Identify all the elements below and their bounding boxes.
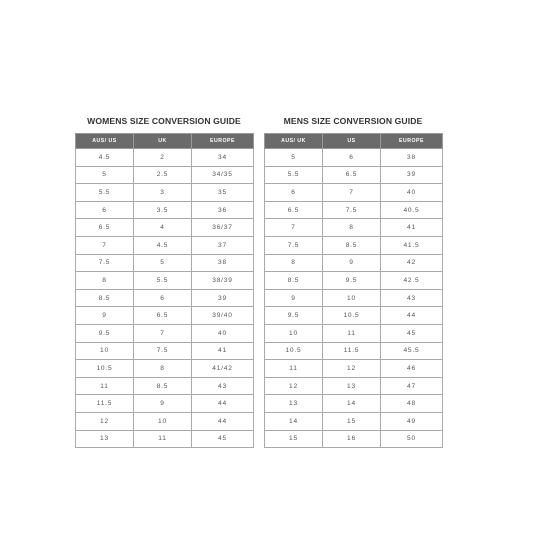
table-cell: 6.5 <box>265 201 323 219</box>
mens-size-guide <box>264 115 442 448</box>
table-cell: 48 <box>381 395 443 413</box>
table-cell: 41/42 <box>192 360 254 378</box>
table-cell: 46 <box>381 360 443 378</box>
table-cell: 50 <box>381 430 443 448</box>
table-cell: 3 <box>134 184 192 202</box>
table-row <box>76 254 254 272</box>
table-row <box>265 395 443 413</box>
column-header-uk: UK <box>134 134 192 149</box>
table-cell: 40 <box>381 184 443 202</box>
table-cell: 45 <box>381 324 443 342</box>
table-cell: 6.5 <box>134 307 192 325</box>
table-cell: 40.5 <box>381 201 443 219</box>
table-cell: 35 <box>192 184 254 202</box>
table-cell: 8.5 <box>265 272 323 290</box>
table-cell: 10 <box>134 412 192 430</box>
column-header-us: US <box>323 134 381 149</box>
table-row <box>265 236 443 254</box>
table-row <box>265 254 443 272</box>
table-cell: 7 <box>134 324 192 342</box>
table-cell: 9.5 <box>265 307 323 325</box>
table-cell: 11.5 <box>76 395 134 413</box>
table-cell: 9 <box>134 395 192 413</box>
table-cell: 8.5 <box>134 377 192 395</box>
table-cell: 45 <box>192 430 254 448</box>
table-cell: 42 <box>381 254 443 272</box>
column-header-europe: EUROPE <box>192 134 254 149</box>
table-cell: 5 <box>134 254 192 272</box>
table-cell: 10.5 <box>265 342 323 360</box>
table-cell: 12 <box>76 412 134 430</box>
table-cell: 4 <box>134 219 192 237</box>
table-row <box>265 307 443 325</box>
table-row <box>76 236 254 254</box>
table-row <box>265 184 443 202</box>
column-header-aus-us: AUS/ US <box>76 134 134 149</box>
table-row <box>76 395 254 413</box>
mens-size-table <box>264 133 443 448</box>
table-row <box>265 324 443 342</box>
table-cell: 12 <box>265 377 323 395</box>
table-cell: 40 <box>192 324 254 342</box>
table-cell: 8 <box>76 272 134 290</box>
table-cell: 6 <box>76 201 134 219</box>
table-row <box>76 412 254 430</box>
table-cell: 10 <box>323 289 381 307</box>
table-cell: 10 <box>265 324 323 342</box>
table-cell: 7.5 <box>323 201 381 219</box>
table-cell: 42.5 <box>381 272 443 290</box>
table-cell: 11 <box>76 377 134 395</box>
womens-table-body <box>76 149 254 448</box>
table-cell: 8 <box>323 219 381 237</box>
table-cell: 47 <box>381 377 443 395</box>
table-cell: 41.5 <box>381 236 443 254</box>
table-cell: 8.5 <box>76 289 134 307</box>
mens-guide-title: MENS SIZE CONVERSION GUIDE <box>283 116 423 126</box>
table-cell: 4.5 <box>76 149 134 167</box>
table-cell: 9 <box>76 307 134 325</box>
table-cell: 38 <box>192 254 254 272</box>
table-cell: 9 <box>323 254 381 272</box>
table-cell: 7 <box>265 219 323 237</box>
table-row <box>265 166 443 184</box>
table-cell: 12 <box>323 360 381 378</box>
table-row <box>76 307 254 325</box>
table-row <box>265 342 443 360</box>
womens-size-table <box>75 133 254 448</box>
table-cell: 11 <box>134 430 192 448</box>
table-row <box>76 149 254 167</box>
table-cell: 9.5 <box>76 324 134 342</box>
table-row <box>76 219 254 237</box>
table-row <box>76 342 254 360</box>
table-cell: 8 <box>134 360 192 378</box>
womens-size-guide <box>75 115 253 448</box>
table-cell: 8 <box>265 254 323 272</box>
table-row <box>265 360 443 378</box>
table-row <box>76 324 254 342</box>
table-cell: 13 <box>323 377 381 395</box>
table-cell: 38/39 <box>192 272 254 290</box>
table-cell: 13 <box>76 430 134 448</box>
table-cell: 7 <box>323 184 381 202</box>
table-cell: 39 <box>192 289 254 307</box>
table-cell: 41 <box>381 219 443 237</box>
table-cell: 5 <box>76 166 134 184</box>
table-cell: 4.5 <box>134 236 192 254</box>
table-cell: 6 <box>265 184 323 202</box>
table-row <box>265 219 443 237</box>
table-row <box>76 377 254 395</box>
table-cell: 5.5 <box>265 166 323 184</box>
table-cell: 7.5 <box>265 236 323 254</box>
table-cell: 38 <box>381 149 443 167</box>
table-cell: 7 <box>76 236 134 254</box>
table-cell: 11 <box>323 324 381 342</box>
table-cell: 39 <box>381 166 443 184</box>
table-cell: 10.5 <box>323 307 381 325</box>
table-row <box>76 201 254 219</box>
table-cell: 41 <box>192 342 254 360</box>
table-cell: 16 <box>323 430 381 448</box>
table-row <box>265 201 443 219</box>
table-cell: 44 <box>381 307 443 325</box>
column-header-aus-uk: AUS/ UK <box>265 134 323 149</box>
table-cell: 45.5 <box>381 342 443 360</box>
table-cell: 37 <box>192 236 254 254</box>
table-row <box>265 289 443 307</box>
table-header-row <box>265 134 443 149</box>
table-cell: 34/35 <box>192 166 254 184</box>
table-header-row <box>76 134 254 149</box>
table-cell: 10 <box>76 342 134 360</box>
table-row <box>76 166 254 184</box>
table-cell: 5.5 <box>134 272 192 290</box>
table-cell: 36/37 <box>192 219 254 237</box>
table-row <box>265 377 443 395</box>
table-row <box>76 360 254 378</box>
table-cell: 34 <box>192 149 254 167</box>
table-cell: 9 <box>265 289 323 307</box>
table-row <box>265 149 443 167</box>
womens-guide-title: WOMENS SIZE CONVERSION GUIDE <box>87 116 241 126</box>
mens-table-body <box>265 149 443 448</box>
table-cell: 15 <box>265 430 323 448</box>
table-cell: 5.5 <box>76 184 134 202</box>
table-cell: 7.5 <box>134 342 192 360</box>
table-cell: 6.5 <box>323 166 381 184</box>
table-cell: 11 <box>265 360 323 378</box>
table-cell: 13 <box>265 395 323 413</box>
table-cell: 49 <box>381 412 443 430</box>
table-row <box>265 430 443 448</box>
table-cell: 43 <box>381 289 443 307</box>
table-cell: 7.5 <box>76 254 134 272</box>
table-row <box>76 289 254 307</box>
table-cell: 2 <box>134 149 192 167</box>
table-cell: 39/40 <box>192 307 254 325</box>
table-cell: 8.5 <box>323 236 381 254</box>
table-cell: 9.5 <box>323 272 381 290</box>
table-cell: 43 <box>192 377 254 395</box>
table-cell: 3.5 <box>134 201 192 219</box>
table-cell: 14 <box>265 412 323 430</box>
table-cell: 11.5 <box>323 342 381 360</box>
table-cell: 36 <box>192 201 254 219</box>
table-cell: 2.5 <box>134 166 192 184</box>
table-cell: 44 <box>192 412 254 430</box>
table-cell: 6.5 <box>76 219 134 237</box>
table-cell: 44 <box>192 395 254 413</box>
table-cell: 6 <box>323 149 381 167</box>
table-row <box>76 184 254 202</box>
table-cell: 5 <box>265 149 323 167</box>
table-cell: 15 <box>323 412 381 430</box>
table-cell: 10.5 <box>76 360 134 378</box>
table-row <box>265 272 443 290</box>
table-cell: 6 <box>134 289 192 307</box>
table-cell: 14 <box>323 395 381 413</box>
table-row <box>76 272 254 290</box>
table-row <box>76 430 254 448</box>
table-row <box>265 412 443 430</box>
column-header-europe: EUROPE <box>381 134 443 149</box>
